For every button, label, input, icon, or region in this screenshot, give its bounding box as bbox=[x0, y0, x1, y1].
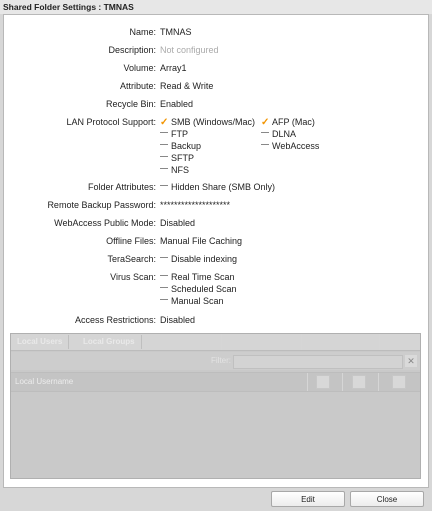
afp-checkbox[interactable] bbox=[261, 116, 315, 128]
settings-panel bbox=[3, 14, 429, 488]
virus-scan-label: Virus Scan: bbox=[110, 272, 156, 282]
close-icon[interactable]: ✕ bbox=[405, 355, 417, 367]
checkbox-icon bbox=[160, 299, 168, 300]
name-label: Name: bbox=[129, 27, 156, 37]
volume-label: Volume: bbox=[123, 63, 156, 73]
filter-label: Filter: bbox=[211, 356, 231, 365]
smb-checkbox[interactable] bbox=[160, 116, 255, 128]
sftp-label: SFTP bbox=[171, 153, 195, 163]
sftp-checkbox[interactable] bbox=[160, 152, 194, 164]
close-button[interactable]: Close bbox=[350, 491, 424, 507]
webaccess-checkbox[interactable] bbox=[261, 140, 319, 152]
hidden-share-label: Hidden Share (SMB Only) bbox=[171, 182, 276, 192]
dlna-checkbox[interactable] bbox=[261, 128, 296, 140]
tab-divider bbox=[379, 334, 380, 350]
webaccess-label: WebAccess bbox=[272, 141, 320, 151]
nfs-checkbox[interactable] bbox=[160, 164, 189, 176]
attribute-value: Read & Write bbox=[160, 81, 214, 91]
column-divider bbox=[342, 373, 343, 391]
access-grid bbox=[10, 333, 421, 479]
filter-input[interactable] bbox=[233, 355, 403, 369]
real-time-scan-label: Real Time Scan bbox=[171, 272, 235, 282]
checkmark-icon: ✓ bbox=[261, 117, 270, 128]
checkbox-icon bbox=[160, 275, 168, 276]
manual-scan-checkbox[interactable] bbox=[160, 295, 224, 307]
access-restrictions-value: Disabled bbox=[160, 315, 196, 325]
virus-scan-options bbox=[160, 271, 430, 306]
access-restrictions-row bbox=[4, 314, 424, 326]
webaccess-public-mode-label: WebAccess Public Mode: bbox=[54, 218, 156, 228]
afp-label: AFP (Mac) bbox=[272, 117, 315, 127]
checkbox-icon bbox=[160, 287, 168, 288]
tab-local-groups[interactable]: Local Groups bbox=[77, 335, 142, 349]
checkbox-icon bbox=[160, 185, 168, 186]
tab-divider bbox=[221, 334, 222, 350]
disable-indexing-checkbox[interactable] bbox=[160, 253, 237, 265]
recycle-bin-value: Enabled bbox=[160, 99, 194, 109]
scheduled-scan-checkbox[interactable] bbox=[160, 283, 237, 295]
attribute-row bbox=[4, 80, 424, 92]
tab-divider bbox=[301, 334, 302, 350]
volume-row bbox=[4, 62, 424, 74]
manual-scan-label: Manual Scan bbox=[171, 296, 224, 306]
deny-access-icon[interactable] bbox=[392, 375, 406, 389]
checkbox-icon bbox=[160, 257, 168, 258]
remote-backup-password-label: Remote Backup Password: bbox=[47, 200, 156, 210]
volume-value: Array1 bbox=[160, 63, 187, 73]
recycle-bin-row bbox=[4, 98, 424, 110]
description-label: Description: bbox=[108, 45, 156, 55]
nfs-label: NFS bbox=[171, 165, 189, 175]
lan-protocol-label: LAN Protocol Support: bbox=[66, 117, 156, 127]
description-value: Not configured bbox=[160, 45, 219, 55]
grid-tabs bbox=[11, 334, 420, 351]
scheduled-scan-label: Scheduled Scan bbox=[171, 284, 237, 294]
name-value: TMNAS bbox=[160, 27, 192, 37]
checkmark-icon: ✓ bbox=[160, 117, 169, 128]
smb-label: SMB (Windows/Mac) bbox=[171, 117, 256, 127]
ftp-checkbox[interactable] bbox=[160, 128, 188, 140]
offline-files-label: Offline Files: bbox=[106, 236, 156, 246]
grid-header bbox=[11, 372, 420, 392]
hidden-share-checkbox[interactable] bbox=[160, 181, 275, 193]
real-time-scan-checkbox[interactable] bbox=[160, 271, 235, 283]
description-row bbox=[4, 44, 424, 56]
read-write-access-icon[interactable] bbox=[316, 375, 330, 389]
column-header-local-username[interactable]: Local Username bbox=[15, 377, 74, 386]
access-restrictions-label: Access Restrictions: bbox=[74, 315, 156, 325]
edit-button[interactable]: Edit bbox=[271, 491, 345, 507]
window-title: Shared Folder Settings : TMNAS bbox=[0, 0, 432, 14]
column-divider bbox=[378, 373, 379, 391]
checkbox-icon bbox=[160, 144, 168, 145]
terasearch-options bbox=[160, 253, 430, 265]
tab-local-users[interactable]: Local Users bbox=[11, 335, 69, 349]
ftp-label: FTP bbox=[171, 129, 188, 139]
backup-checkbox[interactable] bbox=[160, 140, 201, 152]
read-only-access-icon[interactable] bbox=[352, 375, 366, 389]
checkbox-icon bbox=[261, 132, 269, 133]
terasearch-label: TeraSearch: bbox=[107, 254, 156, 264]
checkbox-icon bbox=[261, 144, 269, 145]
checkbox-icon bbox=[160, 168, 168, 169]
folder-attributes-label: Folder Attributes: bbox=[87, 182, 156, 192]
recycle-bin-label: Recycle Bin: bbox=[105, 99, 156, 109]
filter-bar bbox=[11, 352, 420, 370]
checkbox-icon bbox=[160, 156, 168, 157]
folder-attributes-options bbox=[160, 181, 430, 193]
disable-indexing-label: Disable indexing bbox=[171, 254, 238, 264]
backup-label: Backup bbox=[171, 141, 202, 151]
attribute-label: Attribute: bbox=[119, 81, 156, 91]
dlna-label: DLNA bbox=[272, 129, 297, 139]
lan-protocol-options bbox=[160, 116, 430, 175]
name-row bbox=[4, 26, 424, 38]
remote-backup-password-row bbox=[4, 199, 424, 211]
offline-files-value: Manual File Caching bbox=[160, 236, 243, 246]
webaccess-public-mode-row bbox=[4, 217, 424, 229]
remote-backup-password-value: ******************** bbox=[160, 200, 231, 210]
checkbox-icon bbox=[160, 132, 168, 133]
webaccess-public-mode-value: Disabled bbox=[160, 218, 196, 228]
offline-files-row bbox=[4, 235, 424, 247]
column-divider bbox=[307, 373, 308, 391]
